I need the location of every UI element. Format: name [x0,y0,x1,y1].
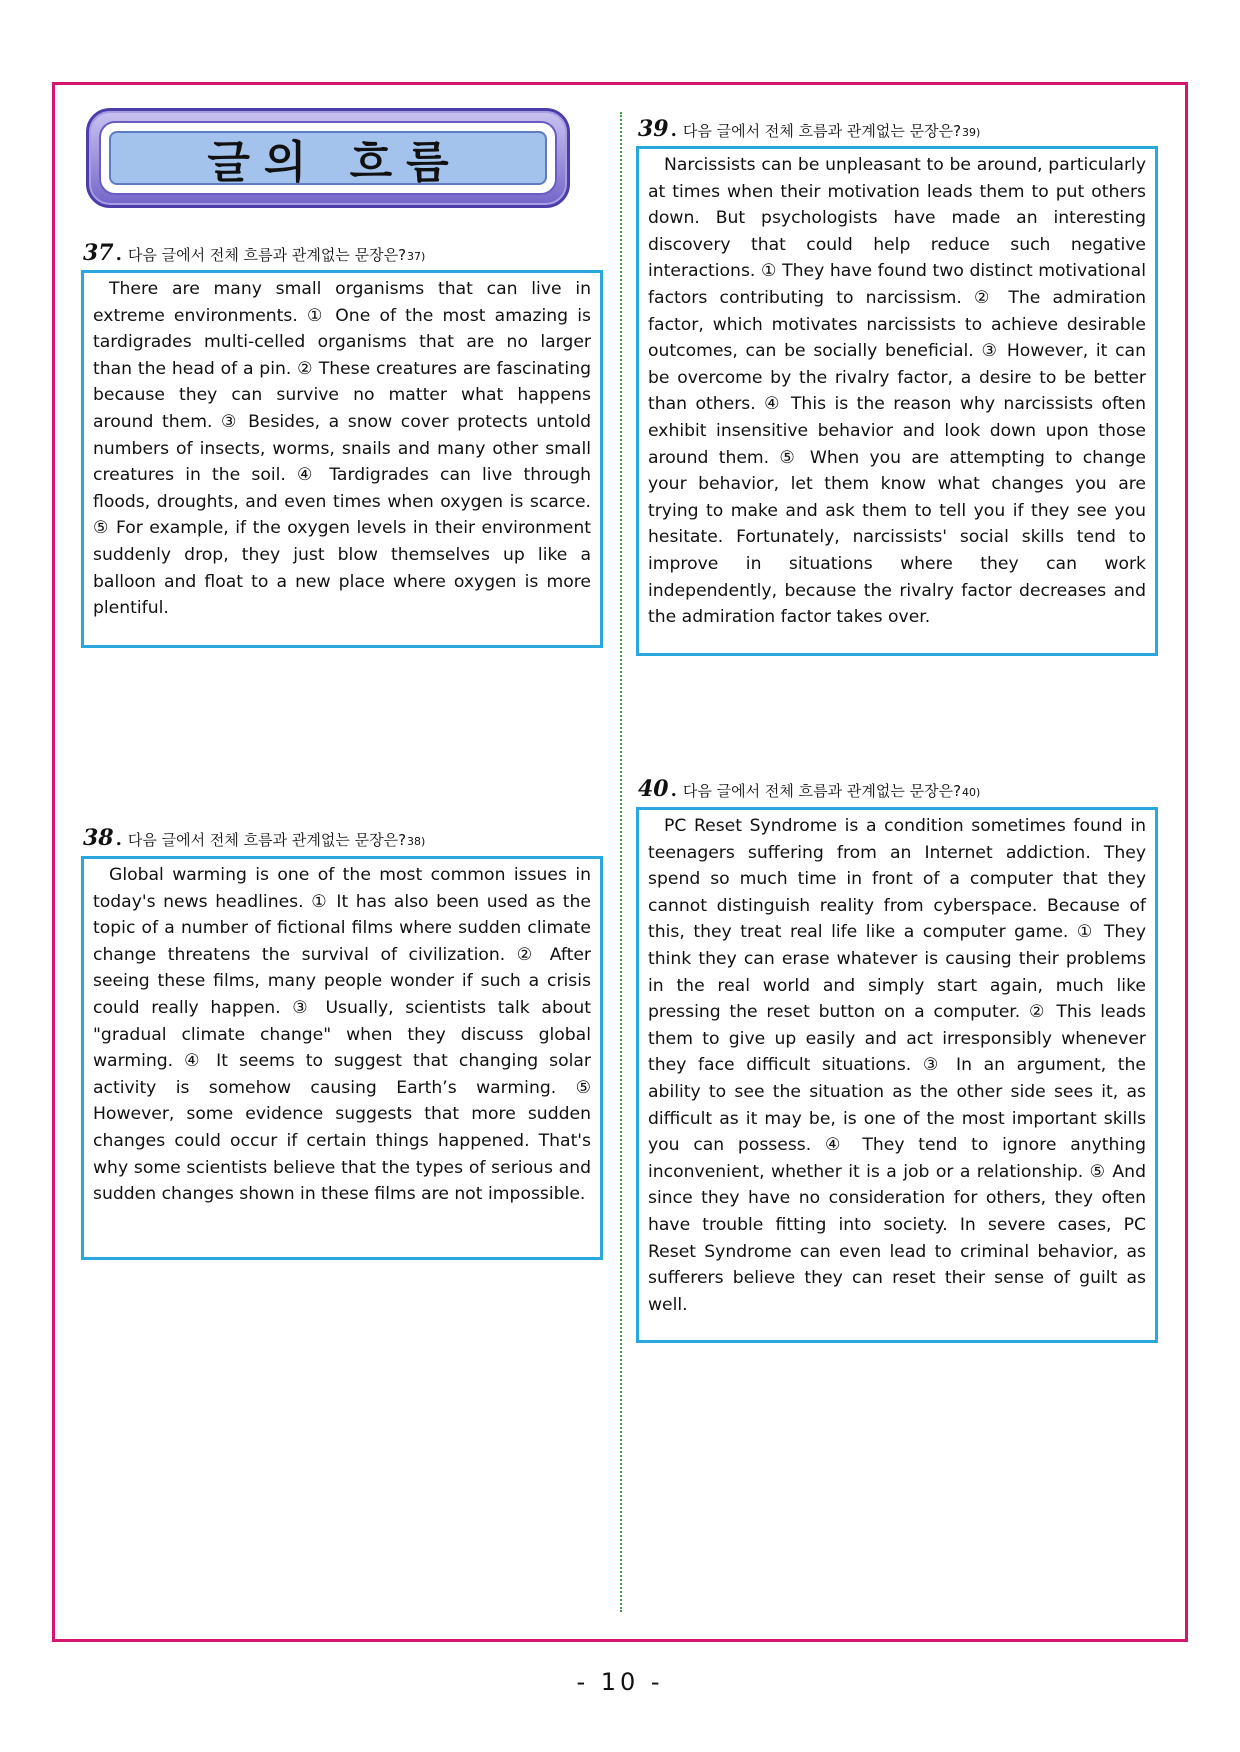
footnote-ref: 38) [407,835,426,848]
section-title: 글의 흐름 [207,137,463,188]
question-prompt: 다음 글에서 전체 흐름과 관계없는 문장은? [127,831,407,849]
question-header-37: 37 . 다음 글에서 전체 흐름과 관계없는 문장은? 37) [83,240,426,266]
question-header-40: 40 . 다음 글에서 전체 흐름과 관계없는 문장은? 40) [638,776,981,802]
question-header-39: 39 . 다음 글에서 전체 흐름과 관계없는 문장은? 39) [638,116,981,142]
question-number: 40 [638,776,669,802]
question-number: 37 [83,240,114,266]
question-prompt: 다음 글에서 전체 흐름과 관계없는 문장은? [682,782,962,800]
question-prompt: 다음 글에서 전체 흐름과 관계없는 문장은? [682,122,962,140]
footnote-ref: 40) [962,786,981,799]
question-number: 39 [638,116,669,142]
passage-37: There are many small organisms that can live in extreme environments. ① One of the most amazing is tardigrades multi-celled organisms that are no larger than the head of a pin. ② These creatures are fascinating because they can survive no matter what happens around them. ③ Besides, a snow cover protects untold numbers of insects, worms, snails and many other small creatures in the soil. ④ Tardigrades can live through floods, droughts, and even times when oxygen is scarce. ⑤ For example, if the oxygen levels in their environment suddenly drop, they just blow themselves up like a balloon and float to a new place where oxygen is more plentiful. [81,270,603,648]
section-title-badge [86,108,570,208]
footnote-ref: 37) [407,250,426,263]
page-number: - 10 - [576,1668,664,1696]
passage-39: Narcissists can be unpleasant to be around, particularly at times when their motivation leads them to put others down. But psychologists have made an interesting discovery that could help reduce such negative interactions. ① They have found two distinct motivational factors contributing to narcissism. ② The admiration factor, which motivates narcissists to achieve desirable outcomes, can be socially beneficial. ③ However, it can be overcome by the rivalry factor, a desire to be better than others. ④ This is the reason why narcissists often exhibit insensitive behavior and look down upon those around them. ⑤ When you are attempting to change your behavior, let them know what changes you are trying to make and ask them to tell you if they see you hesitate. Fortunately, narcissists' social skills tend to improve in situations where they can work independently, because the rivalry factor decreases and the admiration factor takes over. [636,146,1158,656]
question-number: 38 [83,825,114,851]
question-prompt: 다음 글에서 전체 흐름과 관계없는 문장은? [127,246,407,264]
footnote-ref: 39) [962,126,981,139]
passage-40: PC Reset Syndrome is a condition sometimes found in teenagers suffering from an Internet addiction. They spend so much time in front of a computer that they cannot distinguish reality from cyberspace. Because of this, they treat real life like a computer game. ① They think they can erase whatever is causing their problems in the real world and simply start again, much like pressing the reset button on a computer. ② This leads them to give up easily and act irresponsibly whenever they face difficult situations. ③ In an argument, the ability to see the situation as the other side sees it, as difficult as it may be, is one of the most important skills you can possess. ④ They tend to ignore anything inconvenient, whether it is a job or a relationship. ⑤ And since they have no consideration for others, they often have trouble fitting into society. In severe cases, PC Reset Syndrome can even lead to criminal behavior, as sufferers believe they can reset their sense of guilt as well. [636,807,1158,1343]
question-header-38: 38 . 다음 글에서 전체 흐름과 관계없는 문장은? 38) [83,825,426,851]
passage-38: Global warming is one of the most common issues in today's news headlines. ① It has also been used as the topic of a number of fictional films where sudden climate change threatens the survival of civilization. ② After seeing these films, many people wonder if such a crisis could really happen. ③ Usually, scientists talk about "gradual climate change" when they discuss global warming. ④ It seems to suggest that changing solar activity is somehow causing Earth’s warming. ⑤ However, some evidence suggests that more sudden changes could occur if certain things happened. That's why some scientists believe that the types of serious and sudden changes shown in these films are not impossible. [81,856,603,1260]
column-divider [620,112,622,1612]
